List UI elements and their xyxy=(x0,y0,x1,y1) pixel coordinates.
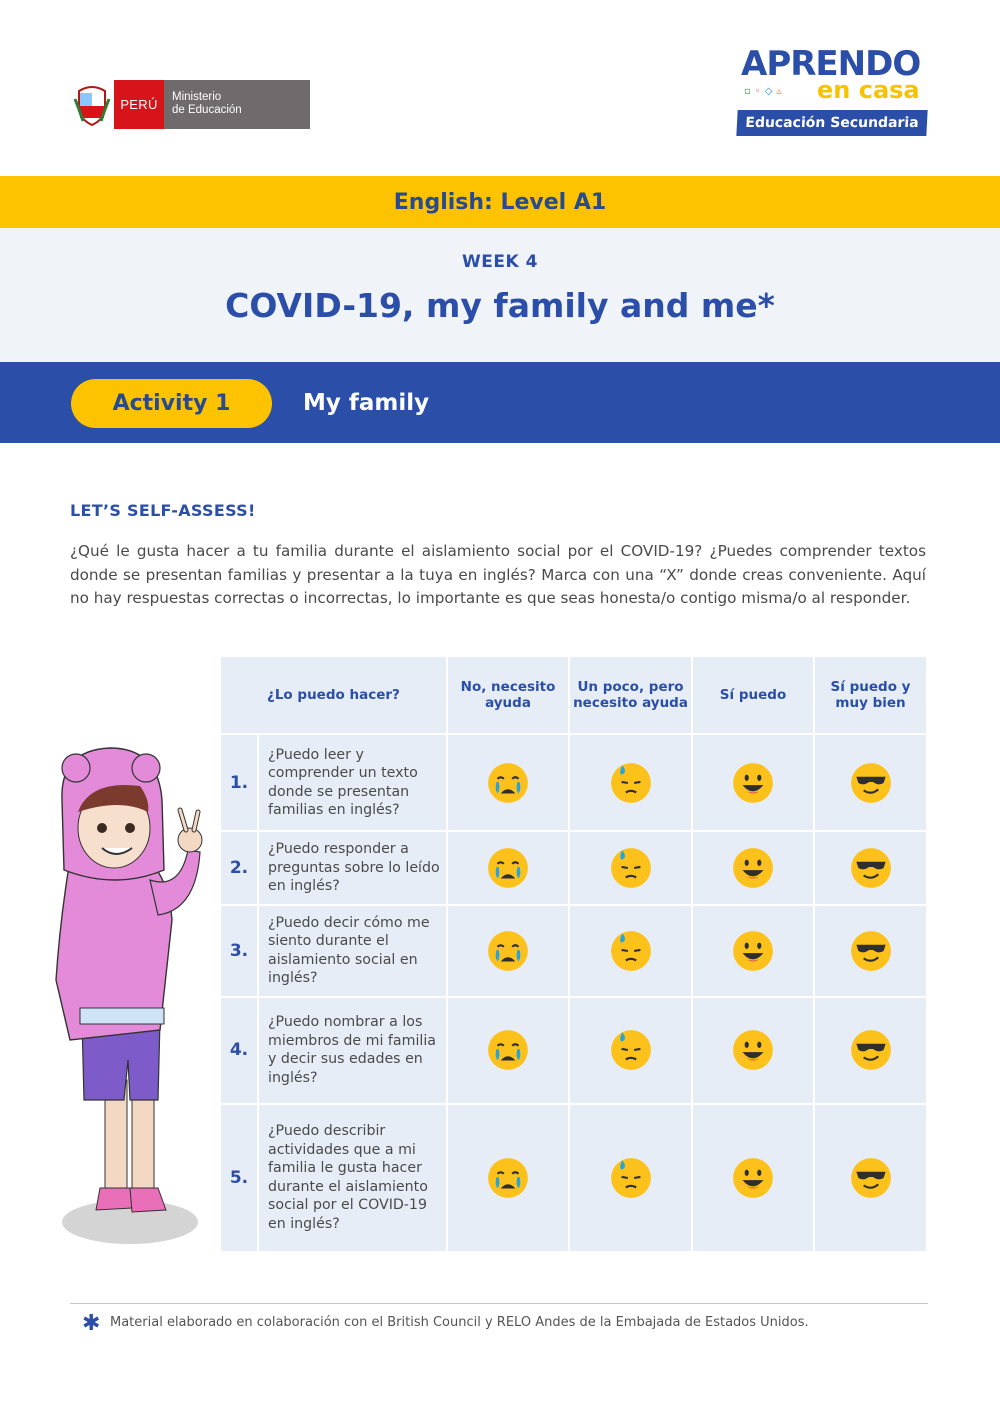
answer-cell[interactable] xyxy=(692,1104,814,1252)
crying-face-icon xyxy=(448,1028,568,1072)
crying-face-icon xyxy=(448,1156,568,1200)
sunglasses-face-icon xyxy=(815,1156,926,1200)
smiling-face-icon xyxy=(693,929,813,973)
table-row xyxy=(220,734,927,831)
table-row xyxy=(220,831,927,905)
crying-face-icon xyxy=(448,846,568,890)
brand-shapes-icon: ▫◦◇▵ xyxy=(744,86,786,97)
answer-cell[interactable] xyxy=(569,734,692,831)
sunglasses-face-icon xyxy=(815,761,926,805)
answer-cell[interactable] xyxy=(814,1104,927,1252)
row-question: ¿Puedo responder a preguntas sobre lo leído en inglés? xyxy=(258,831,447,905)
row-number: 3. xyxy=(220,905,258,997)
brand-line-1: APRENDO xyxy=(741,44,921,84)
header-question: ¿Lo puedo hacer? xyxy=(220,656,447,734)
row-number: 1. xyxy=(220,734,258,831)
row-number: 5. xyxy=(220,1104,258,1252)
section-heading: LET’S SELF-ASSESS! xyxy=(70,501,256,520)
answer-cell[interactable] xyxy=(447,905,569,997)
row-question: ¿Puedo leer y comprender un texto donde se presentan familias en inglés? xyxy=(258,734,447,831)
table-header-row xyxy=(220,656,927,734)
answer-cell[interactable] xyxy=(814,734,927,831)
girl-illustration xyxy=(40,740,215,1245)
sweat-face-icon xyxy=(570,761,691,805)
answer-cell[interactable] xyxy=(692,734,814,831)
answer-cell[interactable] xyxy=(569,905,692,997)
aprendo-en-casa-logo xyxy=(737,44,929,140)
sweat-face-icon xyxy=(570,929,691,973)
week-label: WEEK 4 xyxy=(462,252,538,272)
row-number: 4. xyxy=(220,997,258,1104)
answer-cell[interactable] xyxy=(447,734,569,831)
sunglasses-face-icon xyxy=(815,929,926,973)
smiling-face-icon xyxy=(693,761,813,805)
sweat-face-icon xyxy=(570,846,691,890)
intro-paragraph: ¿Qué le gusta hacer a tu familia durante el aislamiento social por el COVID-19? ¿Puedes comprender textos donde se presentan familias y presentar a la tuya en inglés? Marca con una “X” donde creas conveniente. Aquí no hay respuestas correctas o incorrectas, lo importante es que seas honesta/o contigo misma/o al responder. xyxy=(70,542,926,607)
crying-face-icon xyxy=(448,929,568,973)
smiling-face-icon xyxy=(693,1028,813,1072)
ministry-name: Ministerio de Educación xyxy=(164,80,310,129)
sunglasses-face-icon xyxy=(815,1028,926,1072)
sunglasses-face-icon xyxy=(815,846,926,890)
header-a-little: Un poco, pero necesito ayuda xyxy=(569,656,692,734)
answer-cell[interactable] xyxy=(814,905,927,997)
brand-bar: Educación Secundaria xyxy=(736,110,927,136)
row-question: ¿Puedo nombrar a los miembros de mi familia y decir sus edades en inglés? xyxy=(258,997,447,1104)
table-row xyxy=(220,1104,927,1252)
answer-cell[interactable] xyxy=(569,831,692,905)
smiling-face-icon xyxy=(693,846,813,890)
footnote: Material elaborado en colaboración con el British Council y RELO Andes de la Embajada de Estados Unidos. xyxy=(110,1315,809,1330)
smiling-face-icon xyxy=(693,1156,813,1200)
row-question: ¿Puedo describir actividades que a mi familia le gusta hacer durante el aislamiento social por el COVID-19 en inglés? xyxy=(258,1104,447,1252)
answer-cell[interactable] xyxy=(814,997,927,1104)
course-band xyxy=(0,176,1000,228)
table-row xyxy=(220,905,927,997)
answer-cell[interactable] xyxy=(692,997,814,1104)
brand-line-2: en casa xyxy=(817,76,920,104)
sweat-face-icon xyxy=(570,1156,691,1200)
coat-of-arms-icon xyxy=(70,80,114,129)
header-yes-very-well: Sí puedo y muy bien xyxy=(814,656,927,734)
sweat-face-icon xyxy=(570,1028,691,1072)
footer-divider xyxy=(70,1303,928,1304)
row-number: 2. xyxy=(220,831,258,905)
table-row xyxy=(220,997,927,1104)
answer-cell[interactable] xyxy=(814,831,927,905)
answer-cell[interactable] xyxy=(692,831,814,905)
header-yes: Sí puedo xyxy=(692,656,814,734)
answer-cell[interactable] xyxy=(569,1104,692,1252)
self-assessment-table xyxy=(219,655,928,1253)
header-no-help: No, necesito ayuda xyxy=(447,656,569,734)
answer-cell[interactable] xyxy=(447,997,569,1104)
course-title: English: Level A1 xyxy=(393,189,607,215)
answer-cell[interactable] xyxy=(447,831,569,905)
activity-pill: Activity 1 xyxy=(71,379,272,428)
answer-cell[interactable] xyxy=(569,997,692,1104)
page-title: COVID-19, my family and me* xyxy=(225,286,775,325)
asterisk-icon: ✱ xyxy=(82,1311,101,1336)
crying-face-icon xyxy=(448,761,568,805)
answer-cell[interactable] xyxy=(692,905,814,997)
activity-title: My family xyxy=(303,390,430,416)
country-label: PERÚ xyxy=(114,80,164,129)
ministry-logo xyxy=(70,80,310,129)
answer-cell[interactable] xyxy=(447,1104,569,1252)
row-question: ¿Puedo decir cómo me siento durante el aislamiento social en inglés? xyxy=(258,905,447,997)
